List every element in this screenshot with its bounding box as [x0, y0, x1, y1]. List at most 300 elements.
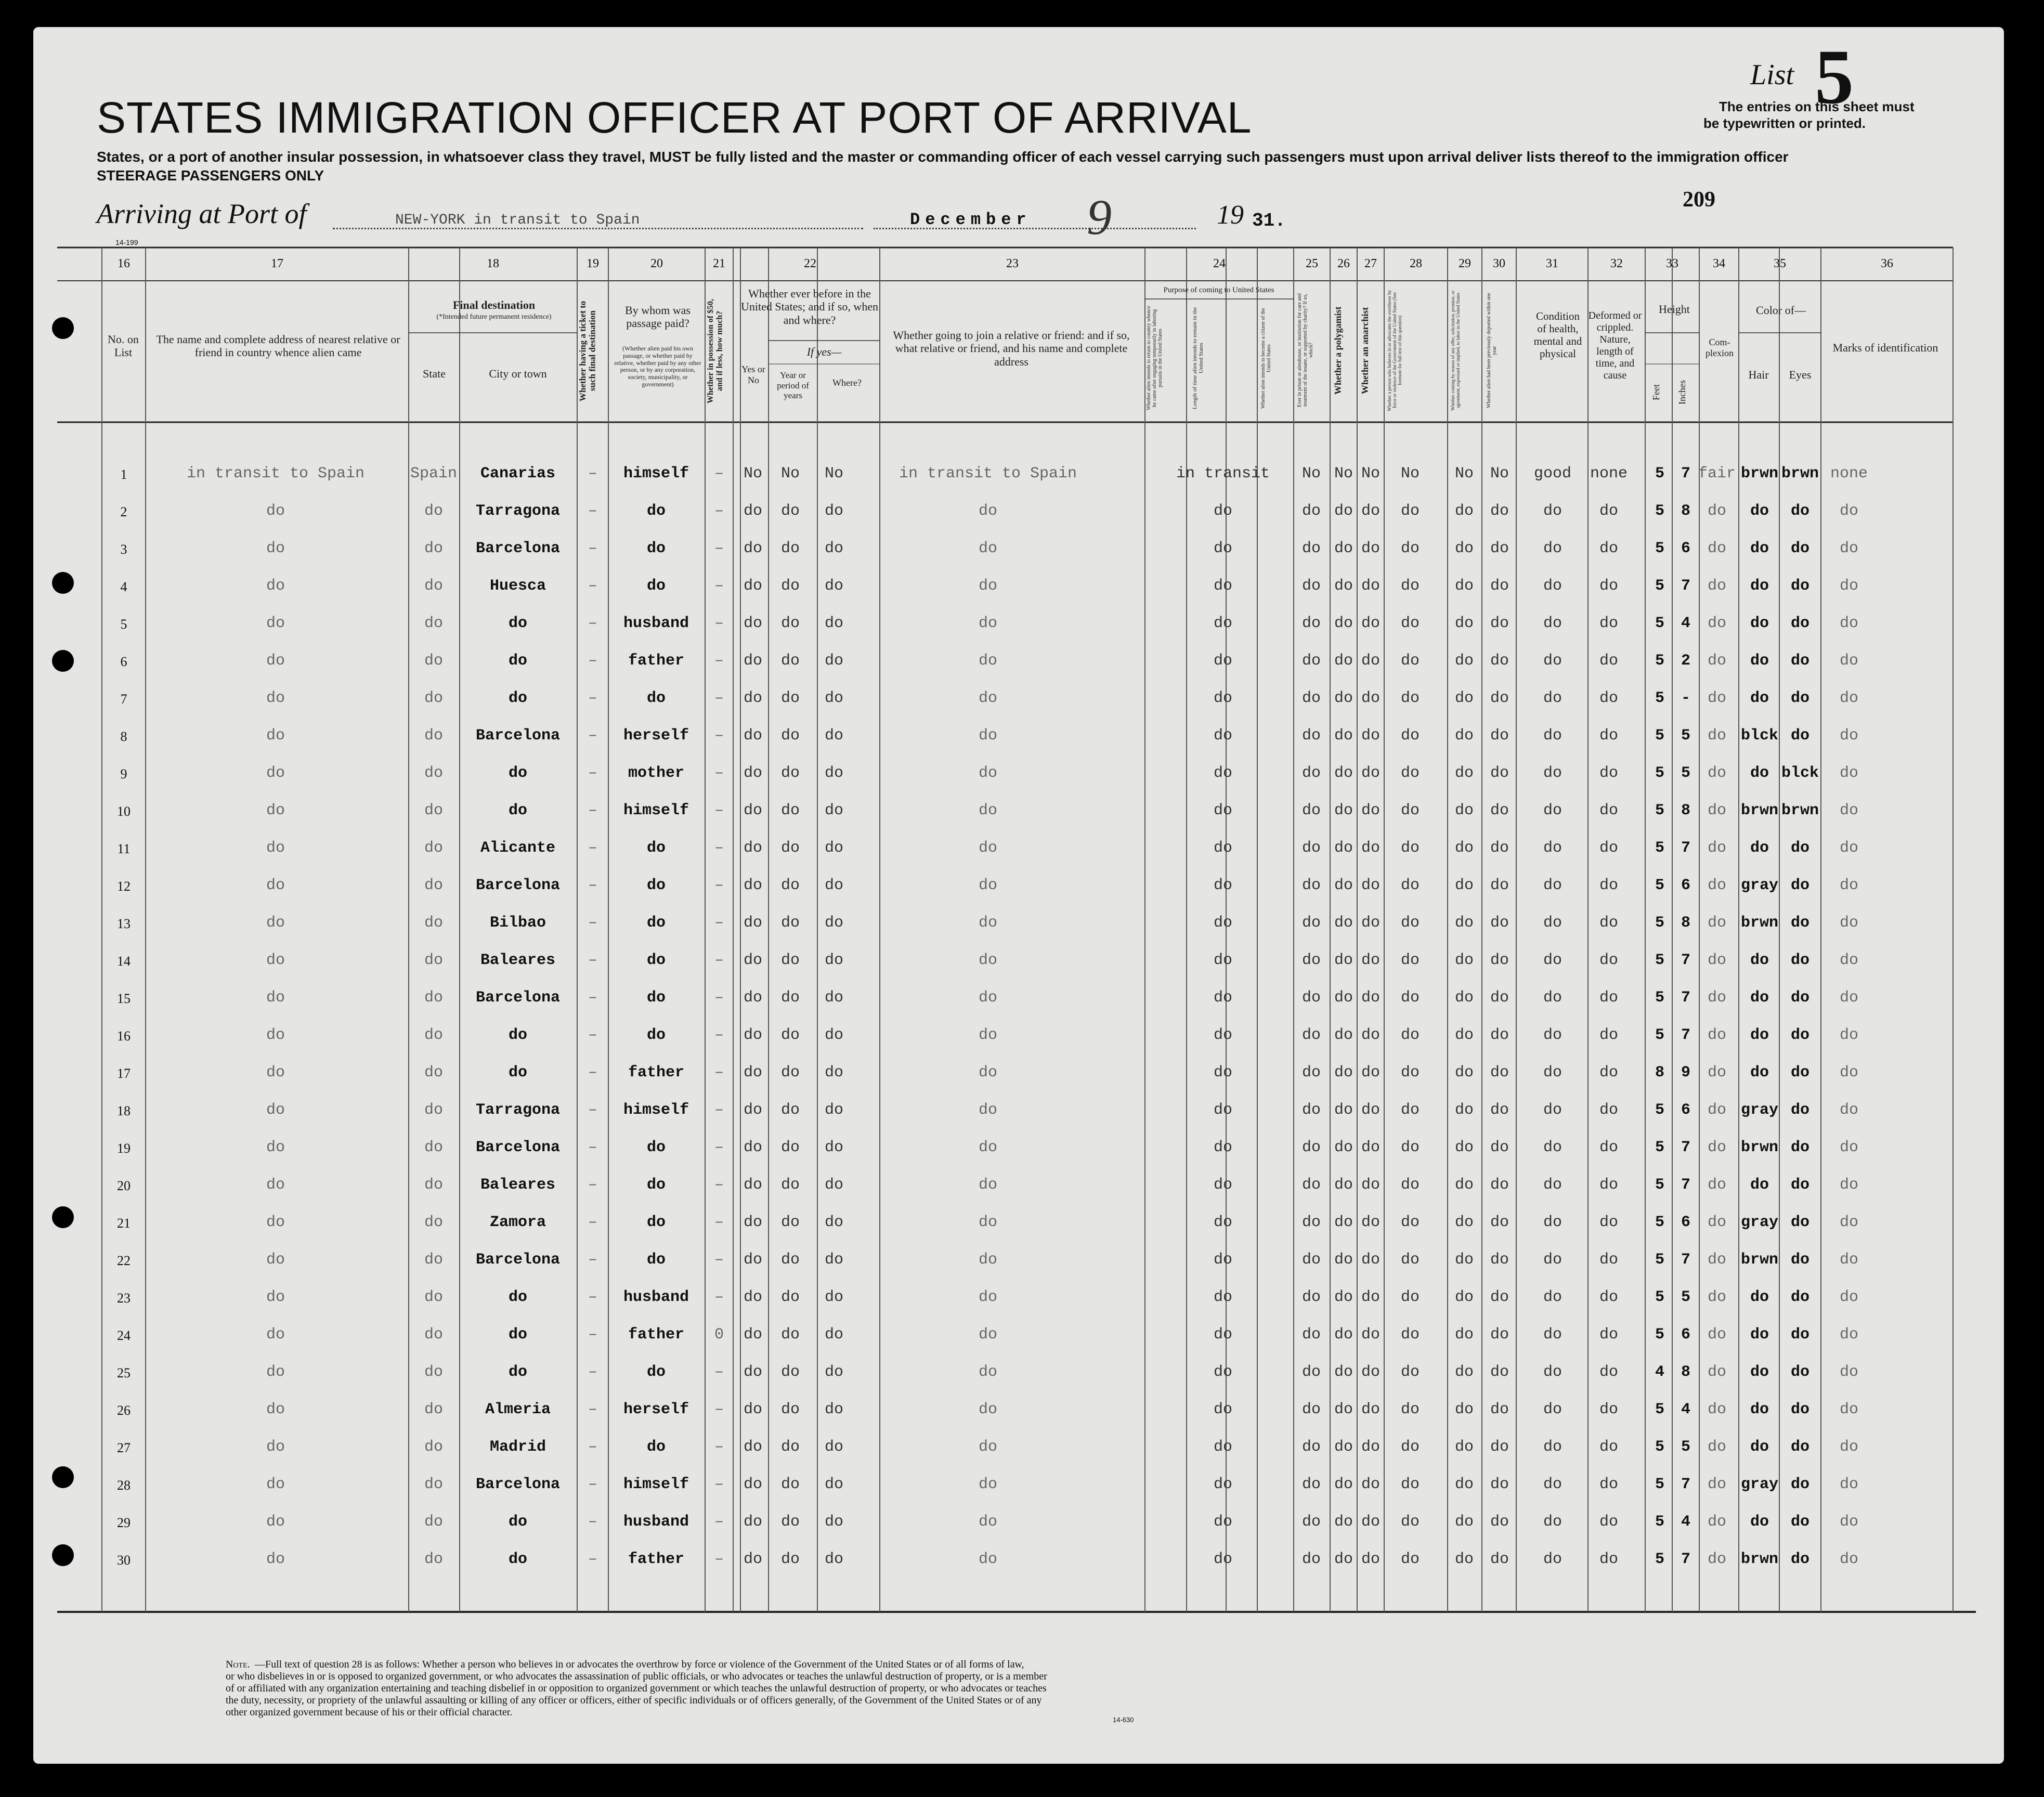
cell-c28: do [1400, 577, 1420, 595]
cell-c29: do [1454, 764, 1474, 782]
cell-c29: do [1454, 952, 1474, 969]
cell-hair: do [1750, 989, 1769, 1007]
cell-ticket: – [588, 914, 598, 932]
cell-money: – [714, 1551, 724, 1568]
column-number-31: 31 [1546, 257, 1558, 270]
cell-money: – [714, 914, 724, 932]
cell-c36: do [1839, 652, 1859, 670]
cell-c24: do [1213, 914, 1233, 932]
cell-c29: do [1454, 914, 1474, 932]
cell-city: Huesca [489, 577, 546, 595]
cell-money: – [714, 839, 724, 857]
cell-cx: do [1707, 764, 1727, 782]
cell-c31: do [1543, 1026, 1563, 1044]
cell-state: do [424, 764, 444, 782]
cell-yes: do [743, 1363, 763, 1381]
cell-feet: 5 [1655, 577, 1665, 595]
cell-c32: do [1599, 577, 1619, 595]
cell-c36: do [1839, 1139, 1859, 1156]
cell-c26: do [1334, 1251, 1353, 1269]
cell-paid: father [628, 1064, 685, 1082]
cell-eyes: do [1790, 1513, 1810, 1531]
cell-state: do [424, 1551, 444, 1568]
cell-c17: do [266, 1101, 285, 1119]
cell-hair: gray [1740, 1214, 1779, 1231]
column-number-29: 29 [1459, 257, 1471, 270]
cell-years: do [780, 540, 800, 557]
cell-c30: do [1490, 1251, 1509, 1269]
cell-yes: do [743, 1176, 763, 1194]
cell-eyes: do [1790, 1401, 1810, 1418]
cell-c24: do [1213, 1551, 1233, 1568]
cell-c31: do [1543, 764, 1563, 782]
cell-years: do [780, 1251, 800, 1269]
cell-state: do [424, 727, 444, 745]
cell-c27: do [1361, 1214, 1381, 1231]
cell-years: do [780, 914, 800, 932]
cell-city: do [508, 689, 528, 707]
cell-paid: father [628, 652, 685, 670]
cell-state: do [424, 1251, 444, 1269]
cell-years: do [780, 577, 800, 595]
cell-c24: do [1213, 727, 1233, 745]
cell-ticket: – [588, 1176, 598, 1194]
cell-c31: do [1543, 1551, 1563, 1568]
cell-c32: do [1599, 502, 1619, 520]
cell-c25: do [1301, 1476, 1321, 1493]
cell-c30: do [1490, 1551, 1509, 1568]
cell-yes: do [743, 689, 763, 707]
cell-in: 6 [1681, 1326, 1691, 1344]
cell-yes: do [743, 1551, 763, 1568]
cell-c36: do [1839, 577, 1859, 595]
cell-in: 7 [1681, 1476, 1691, 1493]
cell-ticket: – [588, 802, 598, 819]
cell-c32: do [1599, 1026, 1619, 1044]
cell-where: do [824, 952, 844, 969]
cell-c17: do [266, 1288, 285, 1306]
cell-cx: do [1707, 689, 1727, 707]
cell-paid: do [646, 1026, 666, 1044]
cell-ticket: – [588, 1513, 598, 1531]
cell-c24: do [1213, 1326, 1233, 1344]
cell-eyes: do [1790, 1251, 1810, 1269]
cell-where: do [824, 1476, 844, 1493]
cell-hair: do [1750, 1513, 1769, 1531]
cell-c17: do [266, 1551, 285, 1568]
cell-money: – [714, 1476, 724, 1493]
cell-c27: do [1361, 1251, 1381, 1269]
cell-c28: do [1400, 1288, 1420, 1306]
cell-in: 7 [1681, 1139, 1691, 1156]
cell-c27: do [1361, 1326, 1381, 1344]
cell-paid: do [646, 1139, 666, 1156]
cell-money: – [714, 952, 724, 969]
cell-c26: do [1334, 802, 1353, 819]
cell-c25: do [1301, 989, 1321, 1007]
cell-feet: 5 [1655, 1513, 1665, 1531]
cell-ticket: – [588, 1551, 598, 1568]
cell-in: 5 [1681, 764, 1691, 782]
cell-state: do [424, 1176, 444, 1194]
cell-c28: do [1400, 1026, 1420, 1044]
cell-feet: 5 [1655, 1026, 1665, 1044]
cell-hair: brwn [1740, 1251, 1779, 1269]
cell-years: do [780, 1026, 800, 1044]
cell-c27: do [1361, 1026, 1381, 1044]
cell-c26: do [1334, 952, 1353, 969]
cell-c24: do [1213, 1401, 1233, 1418]
cell-c36: do [1839, 802, 1859, 819]
cell-eyes: do [1790, 1438, 1810, 1456]
cell-c31: do [1543, 1513, 1563, 1531]
cell-c29: do [1454, 839, 1474, 857]
cell-cx: do [1707, 989, 1727, 1007]
cell-cx: do [1707, 1176, 1727, 1194]
cell-feet: 5 [1655, 914, 1665, 932]
header-yes-no: Yes or No [741, 364, 765, 385]
cell-c32: do [1599, 877, 1619, 894]
cell-money: – [714, 877, 724, 894]
cell-c29: do [1454, 615, 1474, 632]
cell-c25: No [1301, 465, 1321, 483]
cell-c27: do [1361, 877, 1381, 894]
cell-c30: do [1490, 615, 1509, 632]
cell-years: do [780, 877, 800, 894]
cell-yes: do [743, 1288, 763, 1306]
cell-years: do [780, 952, 800, 969]
cell-eyes: do [1790, 540, 1810, 557]
header-color-of: Color of— [1756, 304, 1806, 317]
cell-c27: do [1361, 652, 1381, 670]
subtitle-line-1: States, or a port of another insular possession, in whatsoever class they travel, MUST be fully listed and the master or commanding officer of each vessel carrying such passengers must upon arrival deliver lists thereof to the immigration officer [97, 149, 1789, 165]
cell-cx: do [1707, 1551, 1727, 1568]
cell-c27: do [1361, 1476, 1381, 1493]
cell-c28: do [1400, 502, 1420, 520]
cell-city: Tarragona [475, 502, 561, 520]
cell-in: 7 [1681, 465, 1691, 483]
cell-hair: do [1750, 839, 1769, 857]
cell-c25: do [1301, 1251, 1321, 1269]
cell-c29: do [1454, 1401, 1474, 1418]
cell-c32: do [1599, 540, 1619, 557]
cell-c28: do [1400, 1326, 1420, 1344]
cell-c23: do [978, 577, 998, 595]
cell-paid: do [646, 914, 666, 932]
typewritten-note-1: The entries on this sheet must [1719, 99, 1915, 114]
cell-ticket: – [588, 615, 598, 632]
cell-c23: do [978, 1026, 998, 1044]
cell-ticket: – [588, 1288, 598, 1306]
cell-feet: 5 [1655, 1551, 1665, 1568]
row-number: 15 [117, 991, 131, 1006]
cell-yes: do [743, 1513, 763, 1531]
cell-cx: do [1707, 1288, 1727, 1306]
cell-years: No [780, 465, 800, 483]
cell-c17: do [266, 1363, 285, 1381]
cell-money: – [714, 1064, 724, 1082]
cell-c29: do [1454, 1476, 1474, 1493]
cell-cx: do [1707, 540, 1727, 557]
cell-city: Baleares [480, 1176, 556, 1194]
cell-eyes: do [1790, 502, 1810, 520]
cell-c23: do [978, 1214, 998, 1231]
cell-hair: do [1750, 1401, 1769, 1418]
cell-years: do [780, 839, 800, 857]
cell-where: do [824, 839, 844, 857]
cell-c17: do [266, 1401, 285, 1418]
column-number-25: 25 [1306, 257, 1318, 270]
cell-yes: do [743, 502, 763, 520]
cell-c31: do [1543, 1176, 1563, 1194]
cell-c26: do [1334, 839, 1353, 857]
form-code-bottom: 14-630 [1113, 1716, 1134, 1724]
cell-c32: do [1599, 1438, 1619, 1456]
row-number: 2 [120, 504, 127, 519]
row-number: 4 [120, 579, 127, 594]
cell-hair: do [1750, 1438, 1769, 1456]
cell-c25: do [1301, 1214, 1321, 1231]
column-number-17: 17 [271, 257, 283, 270]
cell-c29: do [1454, 727, 1474, 745]
header-anarchist: Whether an anarchist [1360, 307, 1370, 394]
cell-c31: good [1533, 465, 1572, 483]
cell-state: do [424, 1438, 444, 1456]
cell-city: do [508, 1513, 528, 1531]
cell-c28: do [1400, 802, 1420, 819]
cell-c32: do [1599, 1139, 1619, 1156]
cell-cx: do [1707, 952, 1727, 969]
cell-c24: do [1213, 1288, 1233, 1306]
cell-c29: do [1454, 1551, 1474, 1568]
cell-cx: do [1707, 1101, 1727, 1119]
footnote-line: of or affiliated with any organization entertaining and teaching disbelief in or opposition to organized government or which teaches the unlawful destruction of property, or who advocates or teaches [226, 1683, 1047, 1694]
header-purpose-b: Length of time alien intends to remain in the United States [1192, 307, 1205, 410]
cell-paid: husband [623, 615, 689, 632]
cell-ticket: – [588, 1401, 598, 1418]
cell-feet: 5 [1655, 689, 1665, 707]
cell-c23: do [978, 502, 998, 520]
cell-feet: 5 [1655, 877, 1665, 894]
cell-c36: do [1839, 989, 1859, 1007]
cell-c31: do [1543, 802, 1563, 819]
cell-c23: do [978, 802, 998, 819]
cell-feet: 5 [1655, 839, 1665, 857]
cell-money: – [714, 1363, 724, 1381]
row-number: 13 [117, 916, 131, 931]
cell-c24: do [1213, 802, 1233, 819]
cell-paid: mother [628, 764, 685, 782]
cell-c36: do [1839, 764, 1859, 782]
header-if-yes: If yes— [806, 345, 842, 358]
cell-money: – [714, 502, 724, 520]
cell-c30: do [1490, 1401, 1509, 1418]
cell-state: do [424, 802, 444, 819]
cell-c26: do [1334, 1513, 1353, 1531]
cell-c30: No [1490, 465, 1509, 483]
cell-c30: do [1490, 689, 1509, 707]
cell-c27: do [1361, 989, 1381, 1007]
cell-ticket: – [588, 577, 598, 595]
footnote-line: —Full text of question 28 is as follows: Whether a person who believes in or advocates the overthrow by force or violence of the Government of the United States or of all forms of law, [255, 1659, 1024, 1670]
cell-c25: do [1301, 839, 1321, 857]
cell-c26: do [1334, 1401, 1353, 1418]
cell-in: 8 [1681, 914, 1691, 932]
cell-c28: do [1400, 727, 1420, 745]
cell-yes: do [743, 1326, 763, 1344]
cell-c28: do [1400, 1064, 1420, 1082]
row-number: 11 [117, 841, 131, 856]
cell-yes: do [743, 727, 763, 745]
cell-c36: do [1839, 1176, 1859, 1194]
cell-c25: do [1301, 1176, 1321, 1194]
cell-city: do [508, 1288, 528, 1306]
cell-c26: do [1334, 1101, 1353, 1119]
day-value: 9 [1087, 189, 1112, 245]
cell-eyes: do [1790, 689, 1810, 707]
cell-hair: do [1750, 1176, 1769, 1194]
cell-state: do [424, 839, 444, 857]
cell-eyes: brwn [1781, 465, 1819, 483]
cell-eyes: do [1790, 1139, 1810, 1156]
cell-state: Spain [410, 465, 458, 483]
cell-c36: do [1839, 1101, 1859, 1119]
cell-c26: do [1334, 577, 1353, 595]
cell-c28: do [1400, 839, 1420, 857]
cell-c32: do [1599, 989, 1619, 1007]
cell-money: – [714, 802, 724, 819]
cell-c23: do [978, 1551, 998, 1568]
cell-where: do [824, 1363, 844, 1381]
cell-c24: do [1213, 1101, 1233, 1119]
cell-eyes: brwn [1781, 802, 1819, 819]
cell-c26: do [1334, 1214, 1353, 1231]
cell-money: – [714, 1288, 724, 1306]
cell-years: do [780, 615, 800, 632]
cell-c28: do [1400, 952, 1420, 969]
cell-c17: do [266, 1139, 285, 1156]
cell-yes: do [743, 652, 763, 670]
cell-where: do [824, 914, 844, 932]
cell-paid: do [646, 577, 666, 595]
cell-c25: do [1301, 727, 1321, 745]
cell-years: do [780, 1551, 800, 1568]
cell-cx: do [1707, 1214, 1727, 1231]
cell-feet: 5 [1655, 1438, 1665, 1456]
cell-yes: do [743, 1251, 763, 1269]
cell-in: 2 [1681, 652, 1691, 670]
cell-c31: do [1543, 1288, 1563, 1306]
cell-c29: do [1454, 577, 1474, 595]
cell-ticket: – [588, 877, 598, 894]
cell-eyes: do [1790, 1288, 1810, 1306]
cell-ticket: – [588, 502, 598, 520]
cell-c26: do [1334, 1438, 1353, 1456]
cell-c29: do [1454, 1064, 1474, 1082]
cell-feet: 5 [1655, 540, 1665, 557]
cell-c17: do [266, 1326, 285, 1344]
cell-money: 0 [714, 1326, 724, 1344]
cell-ticket: – [588, 1326, 598, 1344]
cell-c31: do [1543, 1476, 1563, 1493]
cell-c28: do [1400, 1101, 1420, 1119]
row-number: 22 [117, 1253, 131, 1268]
cell-yes: do [743, 1139, 763, 1156]
cell-state: do [424, 1401, 444, 1418]
cell-paid: do [646, 1363, 666, 1381]
row-number: 24 [117, 1328, 131, 1343]
cell-city: Barcelona [475, 727, 561, 745]
cell-ticket: – [588, 764, 598, 782]
cell-hair: brwn [1740, 1551, 1779, 1568]
cell-c26: do [1334, 615, 1353, 632]
cell-c26: do [1334, 540, 1353, 557]
cell-paid: do [646, 689, 666, 707]
cell-years: do [780, 1513, 800, 1531]
cell-c23: do [978, 1101, 998, 1119]
cell-where: do [824, 764, 844, 782]
cell-c36: do [1839, 1363, 1859, 1381]
cell-c17: do [266, 764, 285, 782]
cell-years: do [780, 1401, 800, 1418]
cell-feet: 5 [1655, 1251, 1665, 1269]
cell-c32: do [1599, 1176, 1619, 1194]
column-number-34: 34 [1713, 257, 1725, 270]
cell-cx: do [1707, 652, 1727, 670]
cell-cx: do [1707, 1363, 1727, 1381]
cell-city: Barcelona [475, 877, 561, 894]
cell-ticket: – [588, 839, 598, 857]
cell-c24: do [1213, 1438, 1233, 1456]
cell-money: – [714, 1176, 724, 1194]
cell-c28: No [1400, 465, 1420, 483]
cell-c23: do [978, 1288, 998, 1306]
row-number: 7 [120, 692, 127, 707]
footnote-label: Note. [226, 1659, 250, 1670]
cell-state: do [424, 1326, 444, 1344]
cell-c27: do [1361, 1401, 1381, 1418]
cell-state: do [424, 952, 444, 969]
cell-c32: do [1599, 764, 1619, 782]
cell-c24: do [1213, 1176, 1233, 1194]
cell-c36: do [1839, 540, 1859, 557]
cell-c23: do [978, 615, 998, 632]
cell-money: – [714, 652, 724, 670]
cell-c30: do [1490, 877, 1509, 894]
cell-city: Barcelona [475, 1139, 561, 1156]
header-health: Condition of health, mental and physical [1533, 310, 1582, 360]
cell-c29: do [1454, 1026, 1474, 1044]
cell-c23: do [978, 1251, 998, 1269]
cell-ticket: – [588, 989, 598, 1007]
cell-c27: do [1361, 689, 1381, 707]
cell-c25: do [1301, 1101, 1321, 1119]
cell-in: 7 [1681, 989, 1691, 1007]
cell-where: do [824, 689, 844, 707]
cell-cx: do [1707, 1139, 1727, 1156]
cell-c23: do [978, 1401, 998, 1418]
cell-c25: do [1301, 877, 1321, 894]
cell-eyes: do [1790, 877, 1810, 894]
cell-c27: do [1361, 1064, 1381, 1082]
header-final-destination: Final destination [452, 298, 536, 311]
cell-cx: do [1707, 615, 1727, 632]
cell-c25: do [1301, 1551, 1321, 1568]
cell-years: do [780, 727, 800, 745]
cell-c23: do [978, 1513, 998, 1531]
column-number-20: 20 [650, 257, 663, 270]
cell-c36: do [1839, 1326, 1859, 1344]
